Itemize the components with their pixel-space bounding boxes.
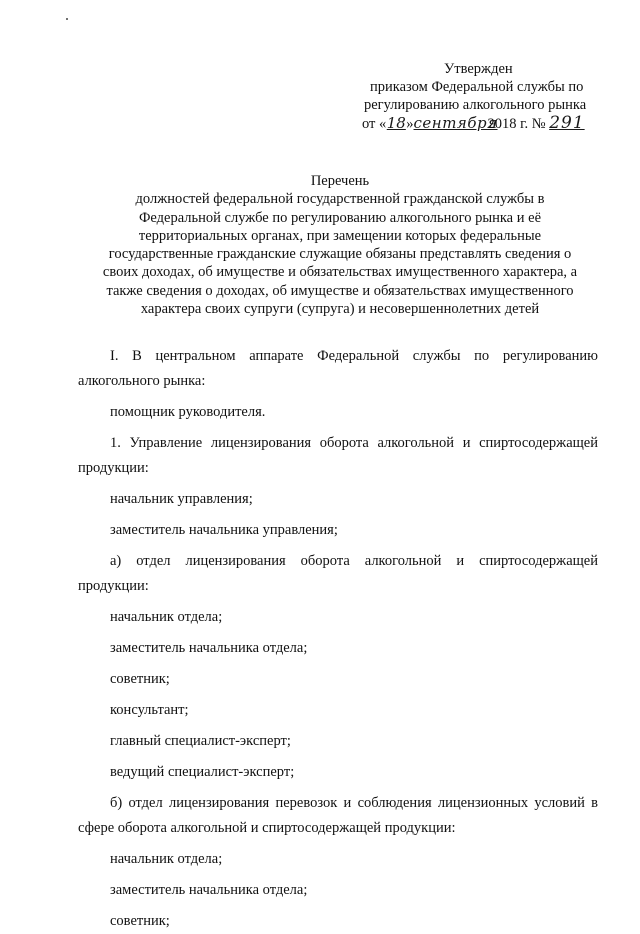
title-line: своих доходах, об имуществе и обязательствах имущественного характера, а xyxy=(102,264,578,281)
title-line: характера своих супруги (супруга) и несовершеннолетних детей xyxy=(140,301,540,318)
position-item: заместитель начальника отдела; xyxy=(110,640,308,656)
document-body xyxy=(78,344,598,934)
title-line: государственные гражданские служащие обязаны представлять сведения о xyxy=(108,246,572,263)
year: 2018 г. xyxy=(487,116,529,132)
position-item: советник; xyxy=(110,913,170,929)
department-paragraph: 1. Управление лицензирования оборота алкогольной и спиртосодержащей продукции: xyxy=(78,435,598,476)
approval-date-line xyxy=(362,114,612,133)
position-item: консультант; xyxy=(110,702,189,718)
position-item: советник; xyxy=(110,671,170,687)
document-title xyxy=(60,172,620,318)
approval-block xyxy=(362,60,612,133)
number-label: № xyxy=(531,116,546,132)
approval-line: регулированию алкогольного рынка xyxy=(364,97,587,113)
approval-line: Утвержден xyxy=(444,61,513,77)
division-paragraph: б) отдел лицензирования перевозок и соблюдения лицензионных условий в сфере оборота алкогольной и спиртосодержащей продукции: xyxy=(78,795,598,836)
handwritten-day: 18 xyxy=(386,114,406,132)
position-item: заместитель начальника отдела; xyxy=(110,882,308,898)
handwritten-month: сентября xyxy=(413,114,498,132)
scan-speck xyxy=(66,18,68,20)
division-paragraph: а) отдел лицензирования оборота алкогольной и спиртосодержащей продукции: xyxy=(78,553,598,594)
section-paragraph: I. В центральном аппарате Федеральной службы по регулированию алкогольного рынка: xyxy=(78,348,598,389)
title-line: Федеральной службе по регулированию алкогольного рынка и её xyxy=(138,209,542,226)
approval-line: приказом Федеральной службы по xyxy=(370,79,584,95)
title-line: должностей федеральной государственной гражданской службы в xyxy=(135,191,545,208)
position-item: ведущий специалист-эксперт; xyxy=(110,764,295,780)
position-item: начальник управления; xyxy=(110,491,253,507)
from-label: от xyxy=(362,116,376,132)
quote-open: « xyxy=(379,116,387,132)
title-line: также сведения о доходах, об имуществе и обязательствах имущественного xyxy=(106,282,574,299)
position-item: начальник отдела; xyxy=(110,609,223,625)
position-item: заместитель начальника управления; xyxy=(110,522,338,538)
position-item: помощник руководителя. xyxy=(110,404,266,420)
position-item: главный специалист-эксперт; xyxy=(110,733,291,749)
handwritten-number: 291 xyxy=(549,113,585,133)
quote-close: » xyxy=(406,116,414,132)
title-line: территориальных органах, при замещении которых федеральные xyxy=(138,227,542,244)
title-heading: Перечень xyxy=(310,173,370,189)
position-item: начальник отдела; xyxy=(110,851,223,867)
